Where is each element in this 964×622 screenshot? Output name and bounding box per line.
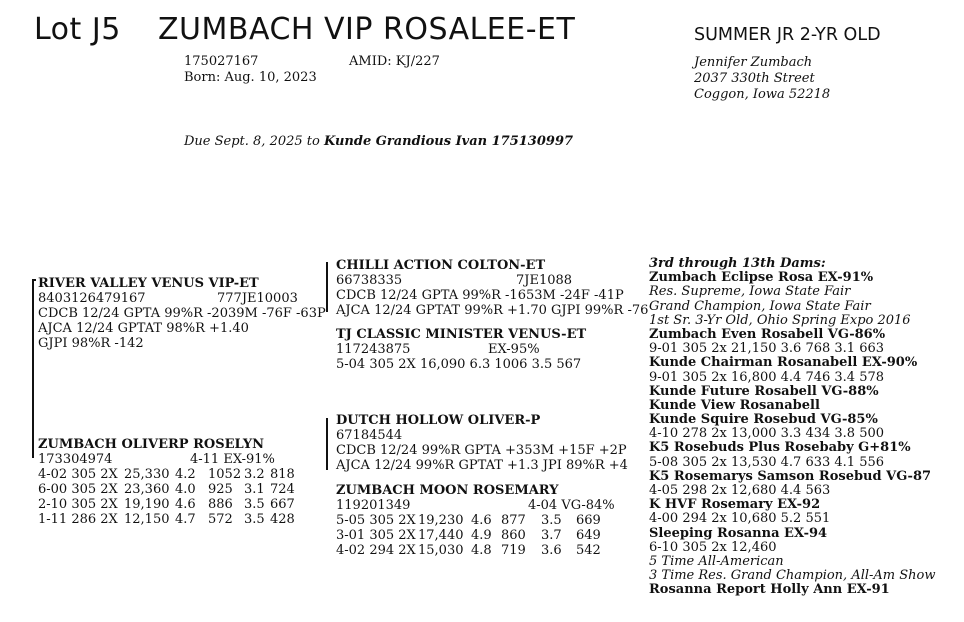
dam-sire-block xyxy=(336,413,628,473)
record-cell: 649 xyxy=(576,528,601,543)
production-record-row xyxy=(336,513,601,528)
dam-detail-line: 9-01 305 2x 21,150 3.6 768 3.1 663 xyxy=(649,341,885,357)
record-cell: 19,230 xyxy=(418,513,464,528)
sire-genomics-2: AJCA 12/24 GPTAT 98%R +1.40 xyxy=(38,321,249,336)
record-cell: 4.2 xyxy=(175,467,196,482)
dam-name-line: K HVF Rosemary EX-92 xyxy=(649,497,821,513)
pedigree-bracket-sire xyxy=(326,262,328,312)
record-cell: 25,330 xyxy=(124,467,170,482)
dam-name-line: Zumbach Even Rosabell VG-86% xyxy=(649,326,886,342)
record-cell: 572 xyxy=(208,512,233,527)
production-record-row xyxy=(38,512,295,527)
sire-genomics-3: GJPI 98%R -142 xyxy=(38,336,144,351)
sire-sire-reg: 66738335 xyxy=(336,273,403,288)
record-cell: 3.5 xyxy=(541,513,562,528)
dam-detail-line: 6-10 305 2x 12,460 xyxy=(649,539,777,555)
record-cell: 877 xyxy=(501,513,526,528)
dam-block xyxy=(38,437,295,527)
dam-name-line: Kunde Chairman Rosanabell EX-90% xyxy=(649,355,918,371)
record-cell: 1-11 286 2X xyxy=(38,512,118,527)
sire-dam-id-row xyxy=(336,342,586,357)
sire-code: 777JE10003 xyxy=(217,291,298,306)
sire-reg: 8403126479167 xyxy=(38,291,146,306)
dam-detail-line: 3 Time Res. Grand Champion, All-Am Show xyxy=(649,568,936,584)
dam-sire-reg: 67184544 xyxy=(336,428,403,443)
dam-name-line: K5 Rosemarys Samson Rosebud VG-87 xyxy=(649,468,932,484)
record-cell: 669 xyxy=(576,513,601,528)
record-cell: 925 xyxy=(208,482,233,497)
record-cell: 4.9 xyxy=(471,528,492,543)
dam-id-row xyxy=(38,452,275,467)
production-record-row xyxy=(38,497,295,512)
dam-detail-line: 9-01 305 2x 16,800 4.4 746 3.4 578 xyxy=(649,369,885,385)
dam-detail-line: 5 Time All-American xyxy=(649,553,784,569)
record-cell: 6-00 305 2X xyxy=(38,482,118,497)
record-cell: 4.6 xyxy=(175,497,196,512)
record-cell: 542 xyxy=(576,543,601,558)
dam-records xyxy=(38,467,295,527)
pedigree-bracket-dam xyxy=(326,418,328,470)
sire-name: RIVER VALLEY VENUS VIP-ET xyxy=(38,276,259,291)
extended-dams-block xyxy=(649,257,936,598)
birth-date: Born: Aug. 10, 2023 xyxy=(184,70,317,85)
animal-name: ZUMBACH VIP ROSALEE-ET xyxy=(158,12,576,47)
record-cell: 4.8 xyxy=(471,543,492,558)
record-cell: 4-02 305 2X xyxy=(38,467,118,482)
record-cell: 3.5 xyxy=(244,497,265,512)
dam-name-line: Zumbach Eclipse Rosa EX-91% xyxy=(649,270,874,286)
consignor-city: Coggon, Iowa 52218 xyxy=(694,87,831,102)
extended-dams-list xyxy=(649,271,936,597)
dam-reg: 173304974 xyxy=(38,452,113,467)
show-class: SUMMER JR 2-YR OLD xyxy=(694,25,881,45)
record-cell: 4.0 xyxy=(175,482,196,497)
record-cell: 4.6 xyxy=(471,513,492,528)
dam-score: 4-11 EX-91% xyxy=(190,452,275,467)
record-cell: 1052 xyxy=(208,467,242,482)
dam-name-line: Rosanna Report Holly Ann EX-91 xyxy=(649,582,890,598)
record-cell: 4-02 294 2X xyxy=(336,543,416,558)
sire-dam-block xyxy=(336,327,586,372)
production-record-row xyxy=(38,482,295,497)
due-date-line xyxy=(184,134,573,149)
extended-dams-heading: 3rd through 13th Dams: xyxy=(649,256,826,271)
sire-sire-name: CHILLI ACTION COLTON-ET xyxy=(336,258,546,273)
production-record-row xyxy=(38,467,295,482)
dam-name: ZUMBACH OLIVERP ROSELYN xyxy=(38,437,264,452)
dam-dam-block xyxy=(336,483,615,558)
sire-dam-record: 5-04 305 2X 16,090 6.3 1006 3.5 567 xyxy=(336,357,582,372)
pedigree-bracket-left xyxy=(32,280,34,458)
record-cell: 5-05 305 2X xyxy=(336,513,416,528)
dam-dam-score: 4-04 VG-84% xyxy=(528,498,615,513)
sire-sire-genomics-1: CDCB 12/24 GPTA 99%R -1653M -24F -41P xyxy=(336,288,624,303)
dam-sire-name: DUTCH HOLLOW OLIVER-P xyxy=(336,413,541,428)
record-cell: 3.7 xyxy=(541,528,562,543)
dam-name-line: Kunde Future Rosabell VG-88% xyxy=(649,383,879,399)
dam-detail-line: 4-00 294 2x 10,680 5.2 551 xyxy=(649,511,831,527)
consignor-address: 2037 330th Street xyxy=(694,71,815,86)
lot-number: Lot J5 xyxy=(34,12,121,47)
dam-detail-line: 5-08 305 2x 13,530 4.7 633 4.1 556 xyxy=(649,454,885,470)
pedigree-tick-sire xyxy=(32,279,36,281)
amid: AMID: KJ/227 xyxy=(349,54,440,69)
sire-id-row xyxy=(38,291,326,306)
dam-name-line: Kunde View Rosanabell xyxy=(649,397,820,413)
sire-dam-reg: 117243875 xyxy=(336,342,411,357)
sire-block xyxy=(38,276,326,351)
record-cell: 12,150 xyxy=(124,512,170,527)
sire-dam-name: TJ CLASSIC MINISTER VENUS-ET xyxy=(336,327,587,342)
record-cell: 3.6 xyxy=(541,543,562,558)
dam-dam-name: ZUMBACH MOON ROSEMARY xyxy=(336,483,559,498)
record-cell: 4.7 xyxy=(175,512,196,527)
production-record-row xyxy=(336,528,601,543)
dam-dam-records xyxy=(336,513,601,558)
dam-detail-line: 1st Sr. 3-Yr Old, Ohio Spring Expo 2016 xyxy=(649,312,911,328)
record-cell: 724 xyxy=(270,482,295,497)
dam-detail-line: 4-05 298 2x 12,680 4.4 563 xyxy=(649,483,831,498)
sire-sire-block xyxy=(336,258,648,318)
dam-detail-line: Grand Champion, Iowa State Fair xyxy=(649,298,871,314)
dam-name-line: Sleeping Rosanna EX-94 xyxy=(649,525,828,541)
record-cell: 15,030 xyxy=(418,543,464,558)
record-cell: 719 xyxy=(501,543,526,558)
record-cell: 886 xyxy=(208,497,233,512)
record-cell: 23,360 xyxy=(124,482,170,497)
record-cell: 428 xyxy=(270,512,295,527)
production-record-row xyxy=(336,543,601,558)
record-cell: 667 xyxy=(270,497,295,512)
dam-sire-genomics-1: CDCB 12/24 99%R GPTA +353M +15F +2P xyxy=(336,443,627,458)
sire-sire-genomics-2: AJCA 12/24 GPTAT 99%R +1.70 GJPI 99%R -76 xyxy=(336,303,649,318)
sire-genomics-1: CDCB 12/24 GPTA 99%R -2039M -76F -63P xyxy=(38,306,326,321)
sire-sire-id-row xyxy=(336,273,648,288)
registration-number: 175027167 xyxy=(184,54,259,69)
sire-dam-score: EX-95% xyxy=(488,342,540,357)
record-cell: 2-10 305 2X xyxy=(38,497,118,512)
service-sire: Kunde Grandious Ivan 175130997 xyxy=(323,134,574,149)
dam-sire-genomics-2: AJCA 12/24 99%R GPTAT +1.3 JPI 89%R +4 xyxy=(336,458,628,473)
record-cell: 818 xyxy=(270,467,295,482)
dam-detail-line: Res. Supreme, Iowa State Fair xyxy=(649,284,851,300)
record-cell: 3-01 305 2X xyxy=(336,528,416,543)
dam-detail-line: 4-10 278 2x 13,000 3.3 434 3.8 500 xyxy=(649,426,885,442)
due-date: Due Sept. 8, 2025 to xyxy=(184,134,324,149)
record-cell: 3.2 xyxy=(244,467,265,482)
dam-dam-reg: 119201349 xyxy=(336,498,411,513)
record-cell: 3.1 xyxy=(244,482,265,497)
dam-dam-id-row xyxy=(336,498,615,513)
record-cell: 17,440 xyxy=(418,528,464,543)
record-cell: 19,190 xyxy=(124,497,170,512)
sire-sire-code: 7JE1088 xyxy=(516,273,573,288)
record-cell: 860 xyxy=(501,528,526,543)
consignor-name: Jennifer Zumbach xyxy=(694,55,813,70)
dam-name-line: Kunde Squire Rosebud VG-85% xyxy=(649,412,878,428)
dam-name-line: K5 Rosebuds Plus Rosebaby G+81% xyxy=(649,440,911,456)
record-cell: 3.5 xyxy=(244,512,265,527)
